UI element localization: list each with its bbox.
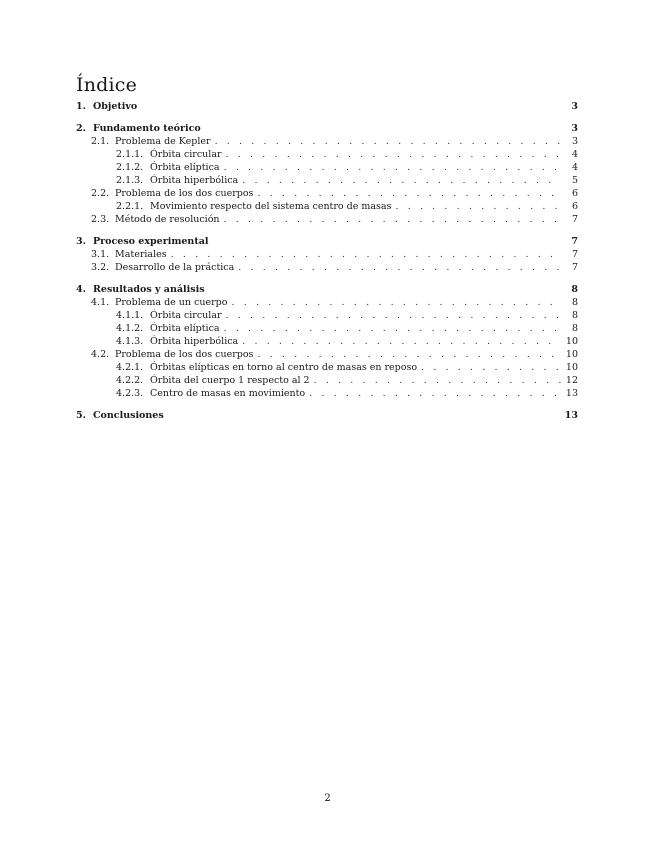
toc-entry[interactable] — [76, 135, 578, 148]
toc-entry-page: 3 — [571, 123, 578, 134]
toc-entry-number: 4.2.1. — [116, 362, 144, 373]
toc-entry-title: Problema de los dos cuerpos — [115, 349, 254, 360]
toc-entry-number: 3. — [76, 236, 86, 247]
toc-entry[interactable] — [76, 248, 578, 261]
toc-heading: Índice — [76, 74, 138, 96]
toc-entry-title: Órbita elíptica — [150, 323, 220, 334]
toc-entry-page: 8 — [571, 297, 578, 308]
toc-entry[interactable] — [76, 374, 578, 387]
toc-entry-number: 4.1.2. — [116, 323, 144, 334]
toc-entry[interactable] — [76, 174, 578, 187]
toc-entry[interactable] — [76, 283, 578, 296]
toc-dot-leader — [226, 148, 561, 161]
toc-dot-leader — [224, 213, 561, 226]
toc-entry-title: Órbita circular — [150, 149, 222, 160]
toc-entry-page: 8 — [571, 284, 578, 295]
toc-entry[interactable] — [76, 309, 578, 322]
toc-entry-page: 12 — [565, 375, 578, 386]
toc-dot-leader — [309, 387, 561, 400]
toc-entry-title: Órbita hiperbólica — [150, 336, 239, 347]
toc-entry-title: Movimiento respecto del sistema centro de masas — [150, 201, 392, 212]
toc-entry-number: 4.1. — [91, 297, 110, 308]
toc-entry-page: 7 — [571, 249, 578, 260]
toc-entry-number: 3.2. — [91, 262, 110, 273]
toc-entry-page: 10 — [565, 349, 578, 360]
toc-entry[interactable] — [76, 187, 578, 200]
toc-entry-title: Resultados y análisis — [93, 284, 205, 295]
toc-entry-number: 4. — [76, 284, 86, 295]
toc-entry[interactable] — [76, 235, 578, 248]
toc-entry[interactable] — [76, 148, 578, 161]
toc-entry-page: 8 — [571, 323, 578, 334]
toc-entry-number: 5. — [76, 410, 86, 421]
toc-entry[interactable] — [76, 122, 578, 135]
toc-entry-title: Problema de Kepler — [115, 136, 211, 147]
toc-dot-leader — [238, 261, 561, 274]
toc-entry-page: 13 — [564, 410, 578, 421]
toc-entry-number: 4.1.1. — [116, 310, 144, 321]
toc-entry[interactable] — [76, 322, 578, 335]
toc-entry-number: 2.1.3. — [116, 175, 144, 186]
toc-entry[interactable] — [76, 409, 578, 422]
toc-entry-number: 2. — [76, 123, 86, 134]
toc-dot-leader — [231, 296, 561, 309]
toc-entry-number: 4.1.3. — [116, 336, 144, 347]
toc-dot-leader — [224, 322, 561, 335]
toc-dot-leader — [257, 348, 561, 361]
toc-dot-leader — [242, 335, 561, 348]
toc-entry-number: 2.2. — [91, 188, 110, 199]
toc-entry-title: Órbita circular — [150, 310, 222, 321]
toc-entry-page: 3 — [571, 136, 578, 147]
toc-entry-page: 5 — [571, 175, 578, 186]
toc-entry-title: Órbita hiperbólica — [150, 175, 239, 186]
toc-entry-number: 2.1.2. — [116, 162, 144, 173]
toc-dot-leader — [215, 135, 561, 148]
toc-entry[interactable] — [76, 296, 578, 309]
toc-dot-leader — [421, 361, 561, 374]
toc-entry-title: Órbita del cuerpo 1 respecto al 2 — [150, 375, 310, 386]
toc-entry-number: 4.2.3. — [116, 388, 144, 399]
toc-entry[interactable] — [76, 348, 578, 361]
toc-entry-title: Proceso experimental — [93, 236, 209, 247]
toc-entry-page: 13 — [565, 388, 578, 399]
toc-entry[interactable] — [76, 335, 578, 348]
toc-entry[interactable] — [76, 213, 578, 226]
toc-entry-page: 4 — [571, 149, 578, 160]
toc-dot-leader — [242, 174, 561, 187]
toc-entry-title: Órbita elíptica — [150, 162, 220, 173]
toc-entry[interactable] — [76, 100, 578, 113]
toc-entry[interactable] — [76, 161, 578, 174]
toc-entry-number: 2.2.1. — [116, 201, 144, 212]
toc-entry-title: Centro de masas en movimiento — [150, 388, 306, 399]
toc-entry-title: Fundamento teórico — [93, 123, 201, 134]
toc-entry-page: 7 — [571, 236, 578, 247]
toc-entry-title: Conclusiones — [93, 410, 164, 421]
toc-entry-page: 6 — [571, 201, 578, 212]
toc-entry-number: 1. — [76, 101, 86, 112]
toc-entry-number: 4.2. — [91, 349, 110, 360]
toc-dot-leader — [224, 161, 561, 174]
toc-entry[interactable] — [76, 200, 578, 213]
toc-dot-leader — [226, 309, 561, 322]
toc-entry-page: 4 — [571, 162, 578, 173]
toc-entry-page: 3 — [571, 101, 578, 112]
toc-entry-title: Objetivo — [93, 101, 138, 112]
toc-entry[interactable] — [76, 261, 578, 274]
toc-entry-page: 10 — [565, 362, 578, 373]
toc-entry[interactable] — [76, 387, 578, 400]
toc-dot-leader — [314, 374, 561, 387]
toc-entry-title: Método de resolución — [115, 214, 220, 225]
toc-entry-number: 4.2.2. — [116, 375, 144, 386]
toc-entry-number: 2.1. — [91, 136, 110, 147]
toc-entry-page: 7 — [571, 214, 578, 225]
toc-entry-title: Problema de un cuerpo — [115, 297, 228, 308]
toc-entry-number: 2.3. — [91, 214, 110, 225]
toc-entry-number: 2.1.1. — [116, 149, 144, 160]
toc-entry-title: Problema de los dos cuerpos — [115, 188, 254, 199]
toc-entry[interactable] — [76, 361, 578, 374]
toc-dot-leader — [257, 187, 561, 200]
toc-entry-page: 10 — [565, 336, 578, 347]
toc-entry-number: 3.1. — [91, 249, 110, 260]
toc-entry-title: Desarrollo de la práctica — [115, 262, 235, 273]
toc-entry-title: Órbitas elípticas en torno al centro de masas en reposo — [150, 362, 418, 373]
toc-dot-leader — [395, 200, 561, 213]
table-of-contents — [76, 100, 578, 422]
toc-entry-title: Materiales — [115, 249, 167, 260]
toc-entry-page: 7 — [571, 262, 578, 273]
toc-entry-page: 8 — [571, 310, 578, 321]
toc-dot-leader — [171, 248, 561, 261]
toc-entry-page: 6 — [571, 188, 578, 199]
page-number: 2 — [324, 793, 331, 804]
